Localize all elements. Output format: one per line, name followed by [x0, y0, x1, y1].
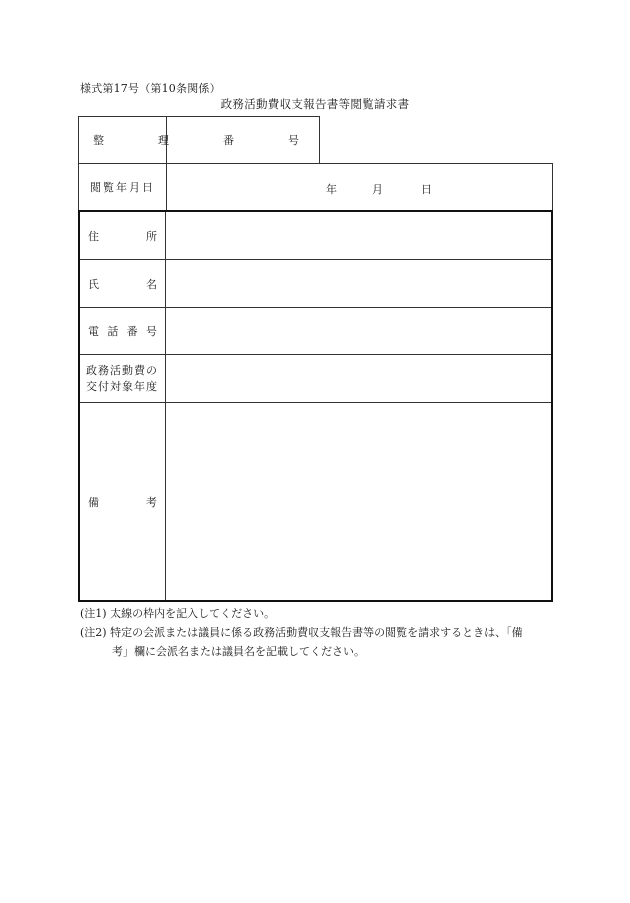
- phone-char: 番: [126, 325, 138, 338]
- form-number: 様式第17号（第10条関係）: [80, 82, 221, 95]
- applicant-table: [78, 210, 553, 602]
- year-label: 年: [326, 183, 337, 196]
- day-label: 日: [421, 183, 432, 196]
- seiri-char: 番: [223, 134, 240, 147]
- name-label: [80, 260, 166, 307]
- remarks-input[interactable]: [166, 403, 551, 600]
- etsuran-date-value[interactable]: [167, 164, 552, 210]
- seiri-char: 号: [288, 134, 305, 147]
- note-1: (注1) 太線の枠内を記入してください。: [80, 607, 276, 620]
- fiscal-year-input[interactable]: [166, 355, 551, 402]
- name-input[interactable]: [166, 260, 551, 307]
- address-label: [80, 212, 166, 259]
- address-char: 住: [88, 229, 99, 243]
- note-2-line1: (注2) 特定の会派または議員に係る政務活動費収支報告書等の閲覧を請求するときは、「備: [80, 626, 523, 639]
- document-title: 政務活動費収支報告書等閲覧請求書: [220, 97, 410, 111]
- note-2-line2: 考」欄に会派名または議員名を記載してください。: [112, 645, 365, 658]
- name-char: 名: [146, 277, 157, 291]
- remarks-label: [80, 403, 166, 600]
- address-row: [80, 212, 551, 259]
- phone-char: 話: [107, 325, 119, 338]
- seiri-char: 理: [158, 134, 175, 147]
- phone-char: 号: [145, 325, 157, 338]
- name-char: 氏: [88, 277, 99, 291]
- etsuran-date-label: 閲覧年月日: [79, 164, 167, 210]
- remarks-char: 考: [146, 495, 157, 509]
- phone-label: [80, 308, 166, 354]
- phone-input[interactable]: [166, 308, 551, 354]
- remarks-row: [80, 402, 551, 600]
- seiri-bango-table: [78, 116, 320, 164]
- seiri-bango-label: [79, 117, 305, 163]
- remarks-char: 備: [88, 495, 99, 509]
- fiscal-year-line1: 政務活動費の: [86, 363, 158, 377]
- month-label: 月: [372, 183, 383, 196]
- fiscal-year-row: [80, 354, 551, 402]
- fiscal-year-line2: 交付対象年度: [86, 379, 158, 393]
- etsuran-date-row: [78, 163, 553, 211]
- seiri-char: 整: [93, 134, 110, 147]
- fiscal-year-label: [80, 355, 166, 402]
- phone-char: 電: [88, 325, 99, 338]
- name-row: [80, 259, 551, 307]
- notes: [80, 604, 560, 661]
- phone-row: [80, 307, 551, 354]
- address-input[interactable]: [166, 212, 551, 259]
- address-char: 所: [146, 229, 157, 243]
